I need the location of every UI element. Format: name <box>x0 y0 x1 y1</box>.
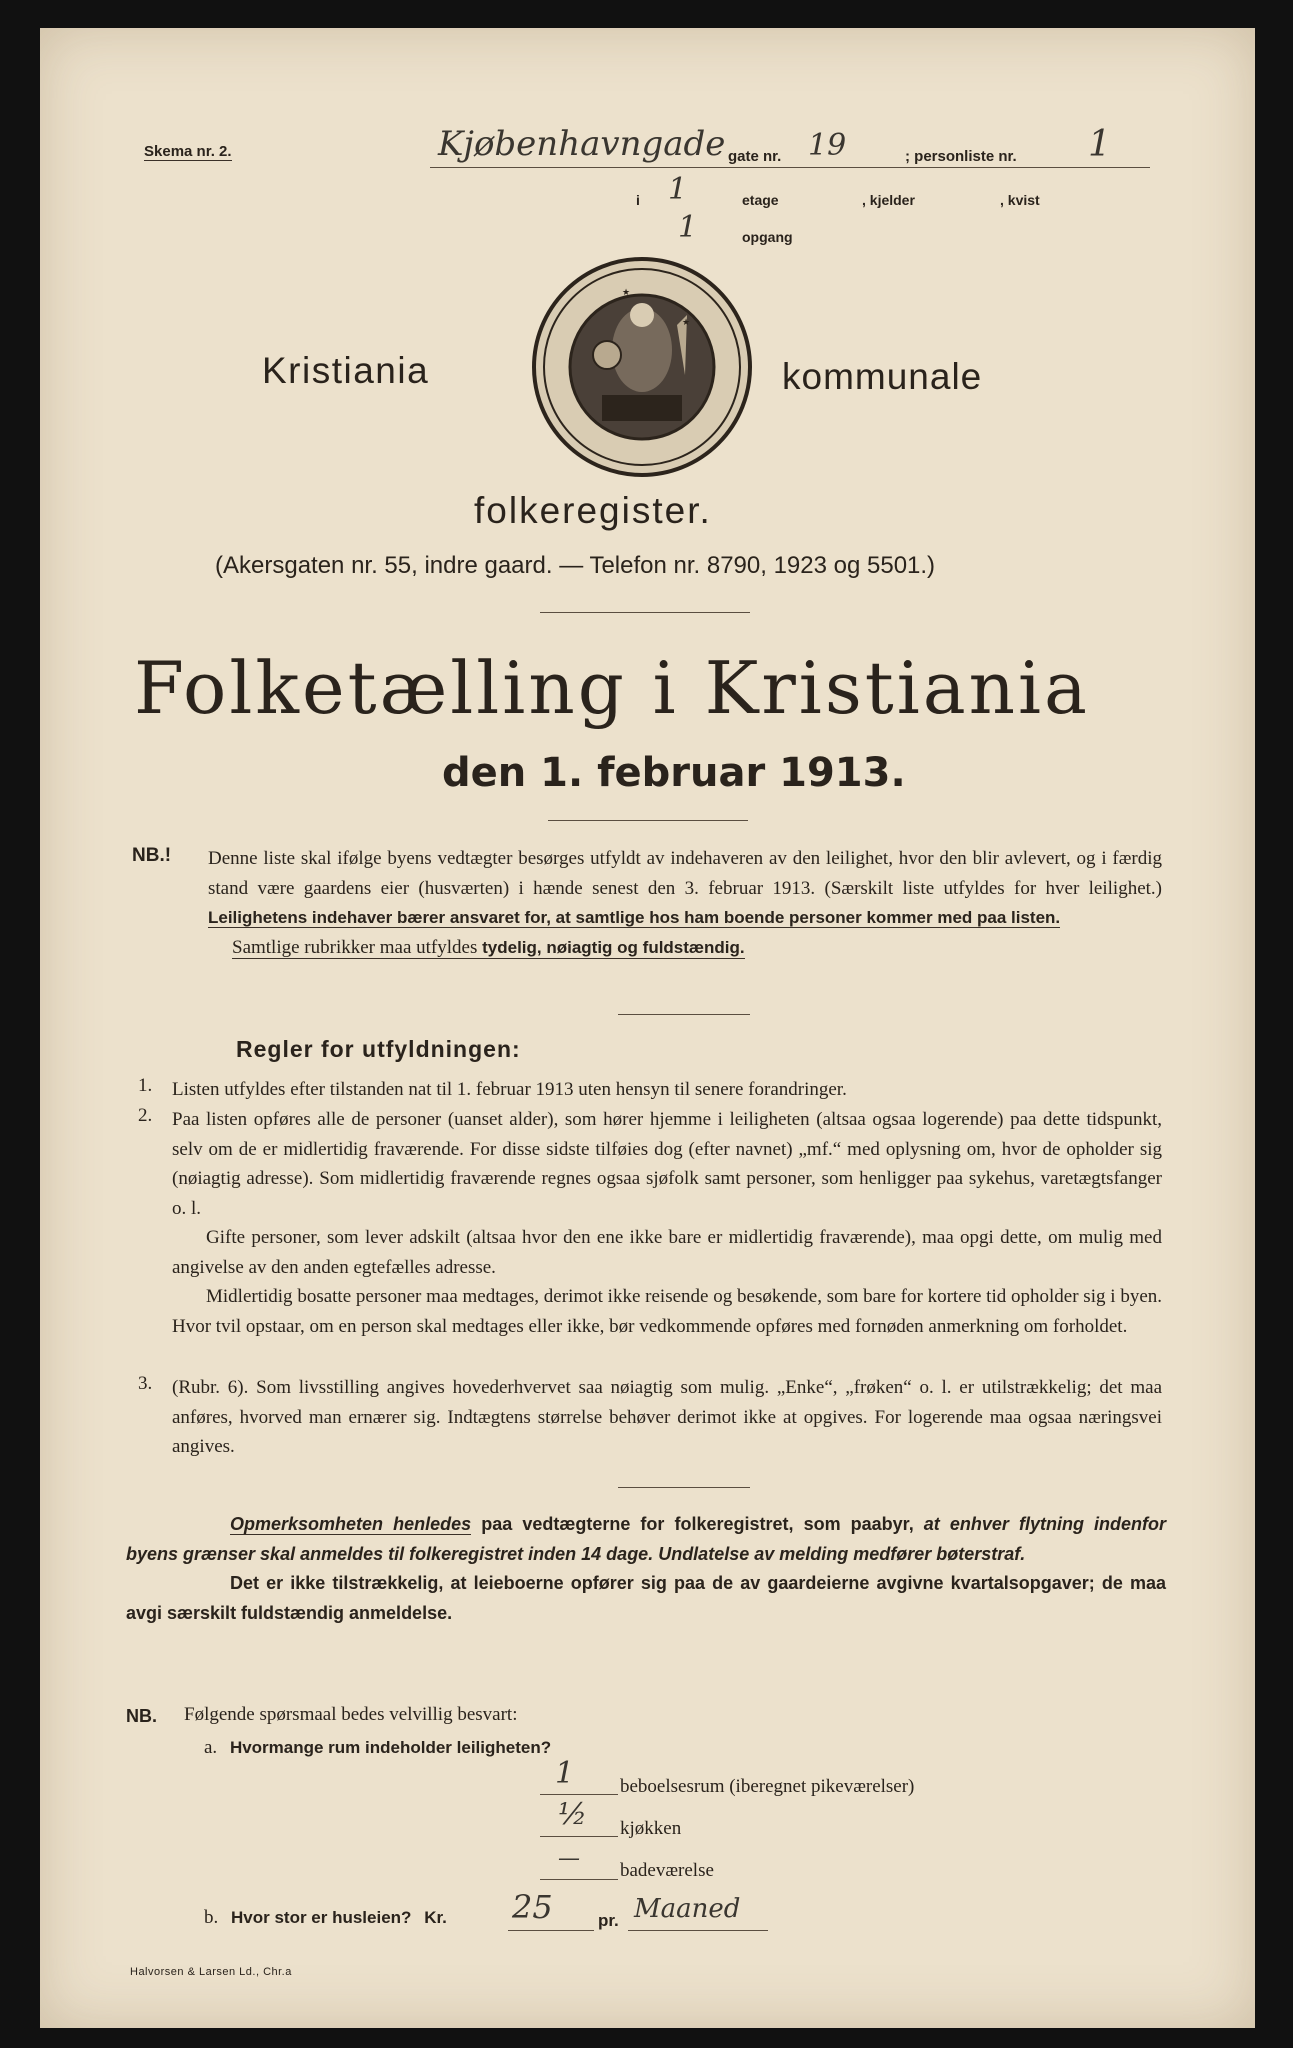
rule-1-content: Listen utfyldes efter tilstanden nat til 1. februar 1913 uten hensyn til senere forandringer. <box>172 1079 847 1100</box>
address-line: (Akersgaten nr. 55, indre gaard. — Telefon nr. 8790, 1923 og 5501.) <box>215 552 936 579</box>
question-a-letter: a. <box>204 1737 218 1758</box>
per-label: pr. <box>598 1911 619 1930</box>
svg-text:★: ★ <box>622 287 631 297</box>
kvist-label: , kvist <box>1000 192 1040 208</box>
bath-label: badeværelse <box>620 1860 714 1881</box>
rule-1-number: 1. <box>138 1075 153 1096</box>
seal-right-text: kommunale <box>782 356 983 397</box>
divider-2 <box>548 820 748 821</box>
svg-text:★: ★ <box>682 317 691 327</box>
rule-2-number: 2. <box>138 1105 153 1126</box>
question-a-text: Hvormange rum indeholder leiligheten? <box>229 1738 552 1757</box>
bath-line <box>540 1879 618 1880</box>
questions-nb: NB. <box>126 1706 157 1726</box>
divider-3 <box>618 1014 750 1015</box>
rules-heading: Regler for utfyldningen: <box>236 1036 521 1062</box>
notice-second-line <box>232 937 745 959</box>
notice-emphasis: Leilighetens indehaver bærer ansvaret for, at samtlige hos ham boende personer kommer med paa listen. <box>208 908 1061 927</box>
seal-left-text: Kristiania <box>262 350 430 391</box>
gate-label: gate nr. <box>728 148 782 165</box>
attention-italic: at enhver flytning indenfor byens grænser skal anmeldes til folkeregistret inden 14 dage. Undlatelse av melding medfører bøterstraf. <box>126 1514 1166 1564</box>
question-b-letter: b. <box>204 1907 219 1928</box>
kjelder-label: , kjelder <box>862 192 915 208</box>
personliste-label: ; personliste nr. <box>905 148 1017 165</box>
nb-label: NB.! <box>132 845 172 866</box>
period-line <box>628 1930 768 1931</box>
opgang-label: opgang <box>742 229 793 245</box>
rule-1-text <box>172 1075 1162 1105</box>
bath-count-handwritten: — <box>558 1846 580 1871</box>
kitchen-line <box>540 1836 618 1837</box>
main-title: Folketælling i Kristiania <box>134 646 1090 730</box>
kristiania-city-seal-icon <box>527 255 757 480</box>
attention-lead: Opmerksomheten henledes <box>230 1514 472 1534</box>
i-label: i <box>636 192 640 208</box>
question-b-currency: Kr. <box>424 1908 447 1927</box>
notice-paragraph <box>208 844 1162 962</box>
divider-4 <box>618 1487 750 1488</box>
gate-number-handwritten: 19 <box>808 128 847 163</box>
attention-paragraph <box>126 1510 1166 1628</box>
street-name-handwritten: Kjøbenhavngade <box>438 124 726 164</box>
rent-amount-handwritten: 25 <box>512 1888 553 1926</box>
attention-second: Det er ikke tilstrækkelig, at leieboerne opfører sig paa de av gaardeierne avgivne kvartalsopgaver; de maa avgi særskilt fuldstændig anmeldelse. <box>126 1573 1166 1623</box>
kitchen-label: kjøkken <box>620 1818 682 1839</box>
rule-3-number: 3. <box>138 1373 153 1394</box>
notice-text: Denne liste skal ifølge byens vedtægter besørges utfyldt av indehaveren av den leilighet, hvor den blir avlevert, og i færdig stand være gaardens eier (husværten) i hænde senest den 3. februar 1913. (Særskilt liste utfyldes for hver leilighet.) <box>208 848 1162 899</box>
title-date: den 1. februar 1913. <box>442 750 906 796</box>
rule-2-gifte: Gifte personer, som lever adskilt (altsaa hvor den ene ikke bare er midlertidig fraværende), maa opgi dette, om mulig med angivelse av den anden egtefælles adresse. <box>172 1227 1162 1278</box>
divider-1 <box>540 612 750 613</box>
rule-2-content: Paa listen opføres alle de personer (uanset alder), som hører hjemme i leiligheten (altsaa ogsaa logerende) paa dette tidspunkt, selv om de er midlertidig fraværende. For disse sidste tilføies dog (efter navnet) „mf.“ med oplysning om, hvor de opholder sig (nøiagtig adresse). Som midlertidig fraværende regnes ogsaa sjøfolk samt personer, som henligger paa sykehus, varetægtsfanger o. l. <box>172 1109 1162 1219</box>
etage-handwritten: 1 <box>668 172 688 207</box>
rent-period-handwritten: Maaned <box>634 1894 741 1924</box>
question-b-text: Hvor stor er husleien? <box>231 1908 412 1927</box>
rooms-count-handwritten: 1 <box>555 1756 575 1791</box>
rule-3-content: (Rubr. 6). Som livsstilling angives hovederhvervet saa nøiagtig som mulig. „Enke“, „frøken“ o. l. er utilstrækkelig; det maa anføres, hvorved man ernærer sig. Indtægtens størrelse behøver derimot ikke at opgives. For logerende maa ogsaa næringsvei angives. <box>172 1377 1162 1457</box>
rule-2-text <box>172 1105 1162 1341</box>
question-b <box>204 1907 447 1929</box>
register-title: folkeregister. <box>474 490 712 531</box>
question-a <box>204 1737 551 1759</box>
notice-second-bold: tydelig, nøiagtig og fuldstændig. <box>482 937 745 957</box>
personliste-number-handwritten: 1 <box>1088 124 1111 165</box>
questions-intro: Følgende spørsmaal bedes velvillig besvart: <box>184 1704 518 1725</box>
rooms-line <box>540 1794 618 1795</box>
rent-line <box>508 1930 594 1931</box>
schema-number <box>144 143 232 160</box>
printer-imprint: Halvorsen & Larsen Ld., Chr.a <box>130 1966 292 1978</box>
schema-label: Skema nr. 2. <box>144 143 232 160</box>
kitchen-count-handwritten: ½ <box>558 1797 588 1832</box>
opgang-handwritten: 1 <box>678 210 698 245</box>
attention-text: paa vedtægterne for folkeregistret, som paabyr, <box>481 1514 914 1534</box>
etage-label: etage <box>742 192 779 208</box>
rule-3-text <box>172 1373 1162 1462</box>
notice-second-text: Samtlige rubrikker maa utfyldes <box>232 936 478 958</box>
header-underline <box>430 167 1150 168</box>
rooms-label: beboelsesrum (iberegnet pikeværelser) <box>620 1776 915 1797</box>
rule-2-midlertidig: Midlertidig bosatte personer maa medtages, derimot ikke reisende og besøkende, som bare for kortere tid opholder sig i byen. Hvor tvil opstaar, om en person skal medtages eller ikke, bør vedkommende opføres med fornøden anmerkning om forholdet. <box>172 1286 1162 1337</box>
